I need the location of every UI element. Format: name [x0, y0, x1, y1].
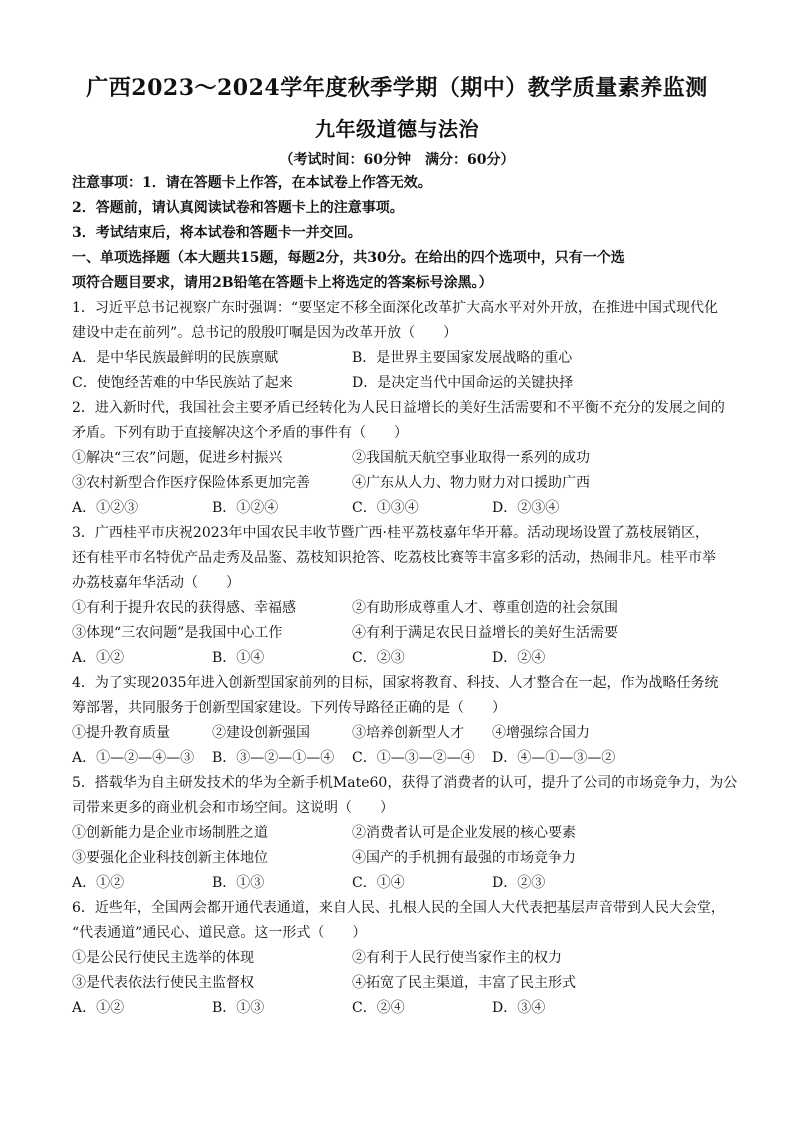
- q4-stem: 4．为了实现2035年进入创新型国家前列的目标，国家将教育、科技、人才整合在一起，作为战略任务统: [72, 675, 719, 691]
- q3-statement-2: ②有助形成尊重人才、尊重创造的社会氛围: [352, 600, 618, 616]
- q4-statement-1: ①提升教育质量: [72, 725, 170, 741]
- q5-option-a: A．①②: [72, 875, 125, 891]
- q6-stem: 6．近些年，全国两会都开通代表通道，来自人民、扎根人民的全国人大代表把基层声音带到人民大会堂，: [72, 900, 725, 916]
- q6-statement-2: ②有利于人民行使当家作主的权力: [352, 950, 562, 966]
- q1-option-b: B．是世界主要国家发展战略的重心: [352, 350, 573, 366]
- q6-statement-4: ④拓宽了民主渠道，丰富了民主形式: [352, 975, 576, 991]
- q2-statement-3: ③农村新型合作医疗保险体系更加完善: [72, 475, 310, 491]
- q5-stem: 司带来更多的商业机会和市场空间。这说明（ ）: [72, 800, 394, 816]
- note-2: 2．答题前，请认真阅读试卷和答题卡上的注意事项。: [72, 200, 404, 216]
- q5-stem: 5．搭载华为自主研发技术的华为全新手机Mate60，获得了消费者的认可，提升了公司的市场竞争力，为公: [72, 775, 738, 791]
- section-heading-cont: 项符合题目要求，请用2B铅笔在答题卡上将选定的答案标号涂黑。）: [72, 275, 493, 291]
- q5-statement-4: ④国产的手机拥有最强的市场竞争力: [352, 850, 576, 866]
- q2-option-c: C．①③④: [352, 500, 419, 516]
- q3-option-c: C．②③: [352, 650, 405, 666]
- q3-stem: 3．广西桂平市庆祝2023年中国农民丰收节暨广西·桂平荔枝嘉年华开幕。活动现场设置了荔枝展销区，: [72, 525, 709, 541]
- q4-statement-2: ②建设创新强国: [212, 725, 310, 741]
- q5-statement-2: ②消费者认可是企业发展的核心要素: [352, 825, 576, 841]
- q2-statement-4: ④广东从人力、物力财力对口援助广西: [352, 475, 590, 491]
- q3-statement-3: ③体现“三农问题”是我国中心工作: [72, 625, 283, 641]
- subject-title: 九年级道德与法治: [315, 117, 479, 141]
- q1-stem: 1．习近平总书记视察广东时强调：“要坚定不移全面深化改革扩大高水平对外开放，在推进中国式现代化: [72, 300, 719, 316]
- q6-statement-3: ③是代表依法行使民主监督权: [72, 975, 254, 991]
- q5-option-c: C．①④: [352, 875, 405, 891]
- q2-statement-1: ①解决“三农”问题，促进乡村振兴: [72, 450, 283, 466]
- q6-option-a: A．①②: [72, 1000, 125, 1016]
- q6-stem: “代表通道”通民心、道民意。这一形式（ ）: [72, 925, 367, 941]
- q3-statement-4: ④有利于满足农民日益增长的美好生活需要: [352, 625, 618, 641]
- q6-option-d: D．③④: [492, 1000, 546, 1016]
- q3-stem: 办荔枝嘉年华活动（ ）: [72, 575, 240, 591]
- q6-option-b: B．①③: [212, 1000, 265, 1016]
- q4-statement-4: ④增强综合国力: [492, 725, 590, 741]
- q2-statement-2: ②我国航天航空事业取得一系列的成功: [352, 450, 590, 466]
- section-heading: 一、单项选择题（本大题共15题，每题2分，共30分。在给出的四个选项中，只有一个选: [72, 250, 625, 266]
- q1-option-d: D．是决定当代中国命运的关键抉择: [352, 375, 574, 391]
- exam-info: （考试时间：60分钟 满分：60分）: [279, 152, 515, 168]
- q1-option-c: C．使饱经苦难的中华民族站了起来: [72, 375, 293, 391]
- q5-option-d: D．②③: [492, 875, 546, 891]
- q5-statement-3: ③要强化企业科技创新主体地位: [72, 850, 268, 866]
- q2-option-d: D．②③④: [492, 500, 560, 516]
- q2-stem: 矛盾。下列有助于直接解决这个矛盾的事件有（ ）: [72, 425, 408, 441]
- q6-option-c: C．②④: [352, 1000, 405, 1016]
- q2-option-b: B．①②④: [212, 500, 279, 516]
- exam-title: 广西2023～2024学年度秋季学期（期中）教学质量素养监测: [86, 75, 708, 101]
- note-1: 注意事项：1．请在答题卡上作答，在本试卷上作答无效。: [72, 175, 432, 191]
- note-3: 3．考试结束后，将本试卷和答题卡一并交回。: [72, 225, 362, 241]
- q4-option-d: D．④—①—③—②: [492, 750, 616, 766]
- q3-option-a: A．①②: [72, 650, 125, 666]
- q4-option-c: C．①—③—②—④: [352, 750, 475, 766]
- q3-option-b: B．①④: [212, 650, 265, 666]
- q1-option-a: A．是中华民族最鲜明的民族禀赋: [72, 350, 279, 366]
- q5-statement-1: ①创新能力是企业市场制胜之道: [72, 825, 268, 841]
- q4-stem: 筹部署，共同服务于创新型国家建设。下列传导路径正确的是（ ）: [72, 700, 506, 716]
- q3-stem: 还有桂平市名特优产品走秀及品鉴、荔枝知识抢答、吃荔枝比赛等丰富多彩的活动，热闹非凡。桂平市举: [72, 550, 716, 566]
- q3-statement-1: ①有利于提升农民的获得感、幸福感: [72, 600, 296, 616]
- q6-statement-1: ①是公民行使民主选举的体现: [72, 950, 254, 966]
- q1-stem: 建设中走在前列”。总书记的殷殷叮嘱是因为改革开放（ ）: [72, 325, 458, 341]
- q3-option-d: D．②④: [492, 650, 546, 666]
- q4-option-a: A．①—②—④—③: [72, 750, 195, 766]
- q4-statement-3: ③培养创新型人才: [352, 725, 464, 741]
- q4-option-b: B．③—②—①—④: [212, 750, 335, 766]
- q5-option-b: B．①③: [212, 875, 265, 891]
- q2-stem: 2．进入新时代，我国社会主要矛盾已经转化为人民日益增长的美好生活需要和不平衡不充分的发展之间的: [72, 400, 725, 416]
- q2-option-a: A．①②③: [72, 500, 139, 516]
